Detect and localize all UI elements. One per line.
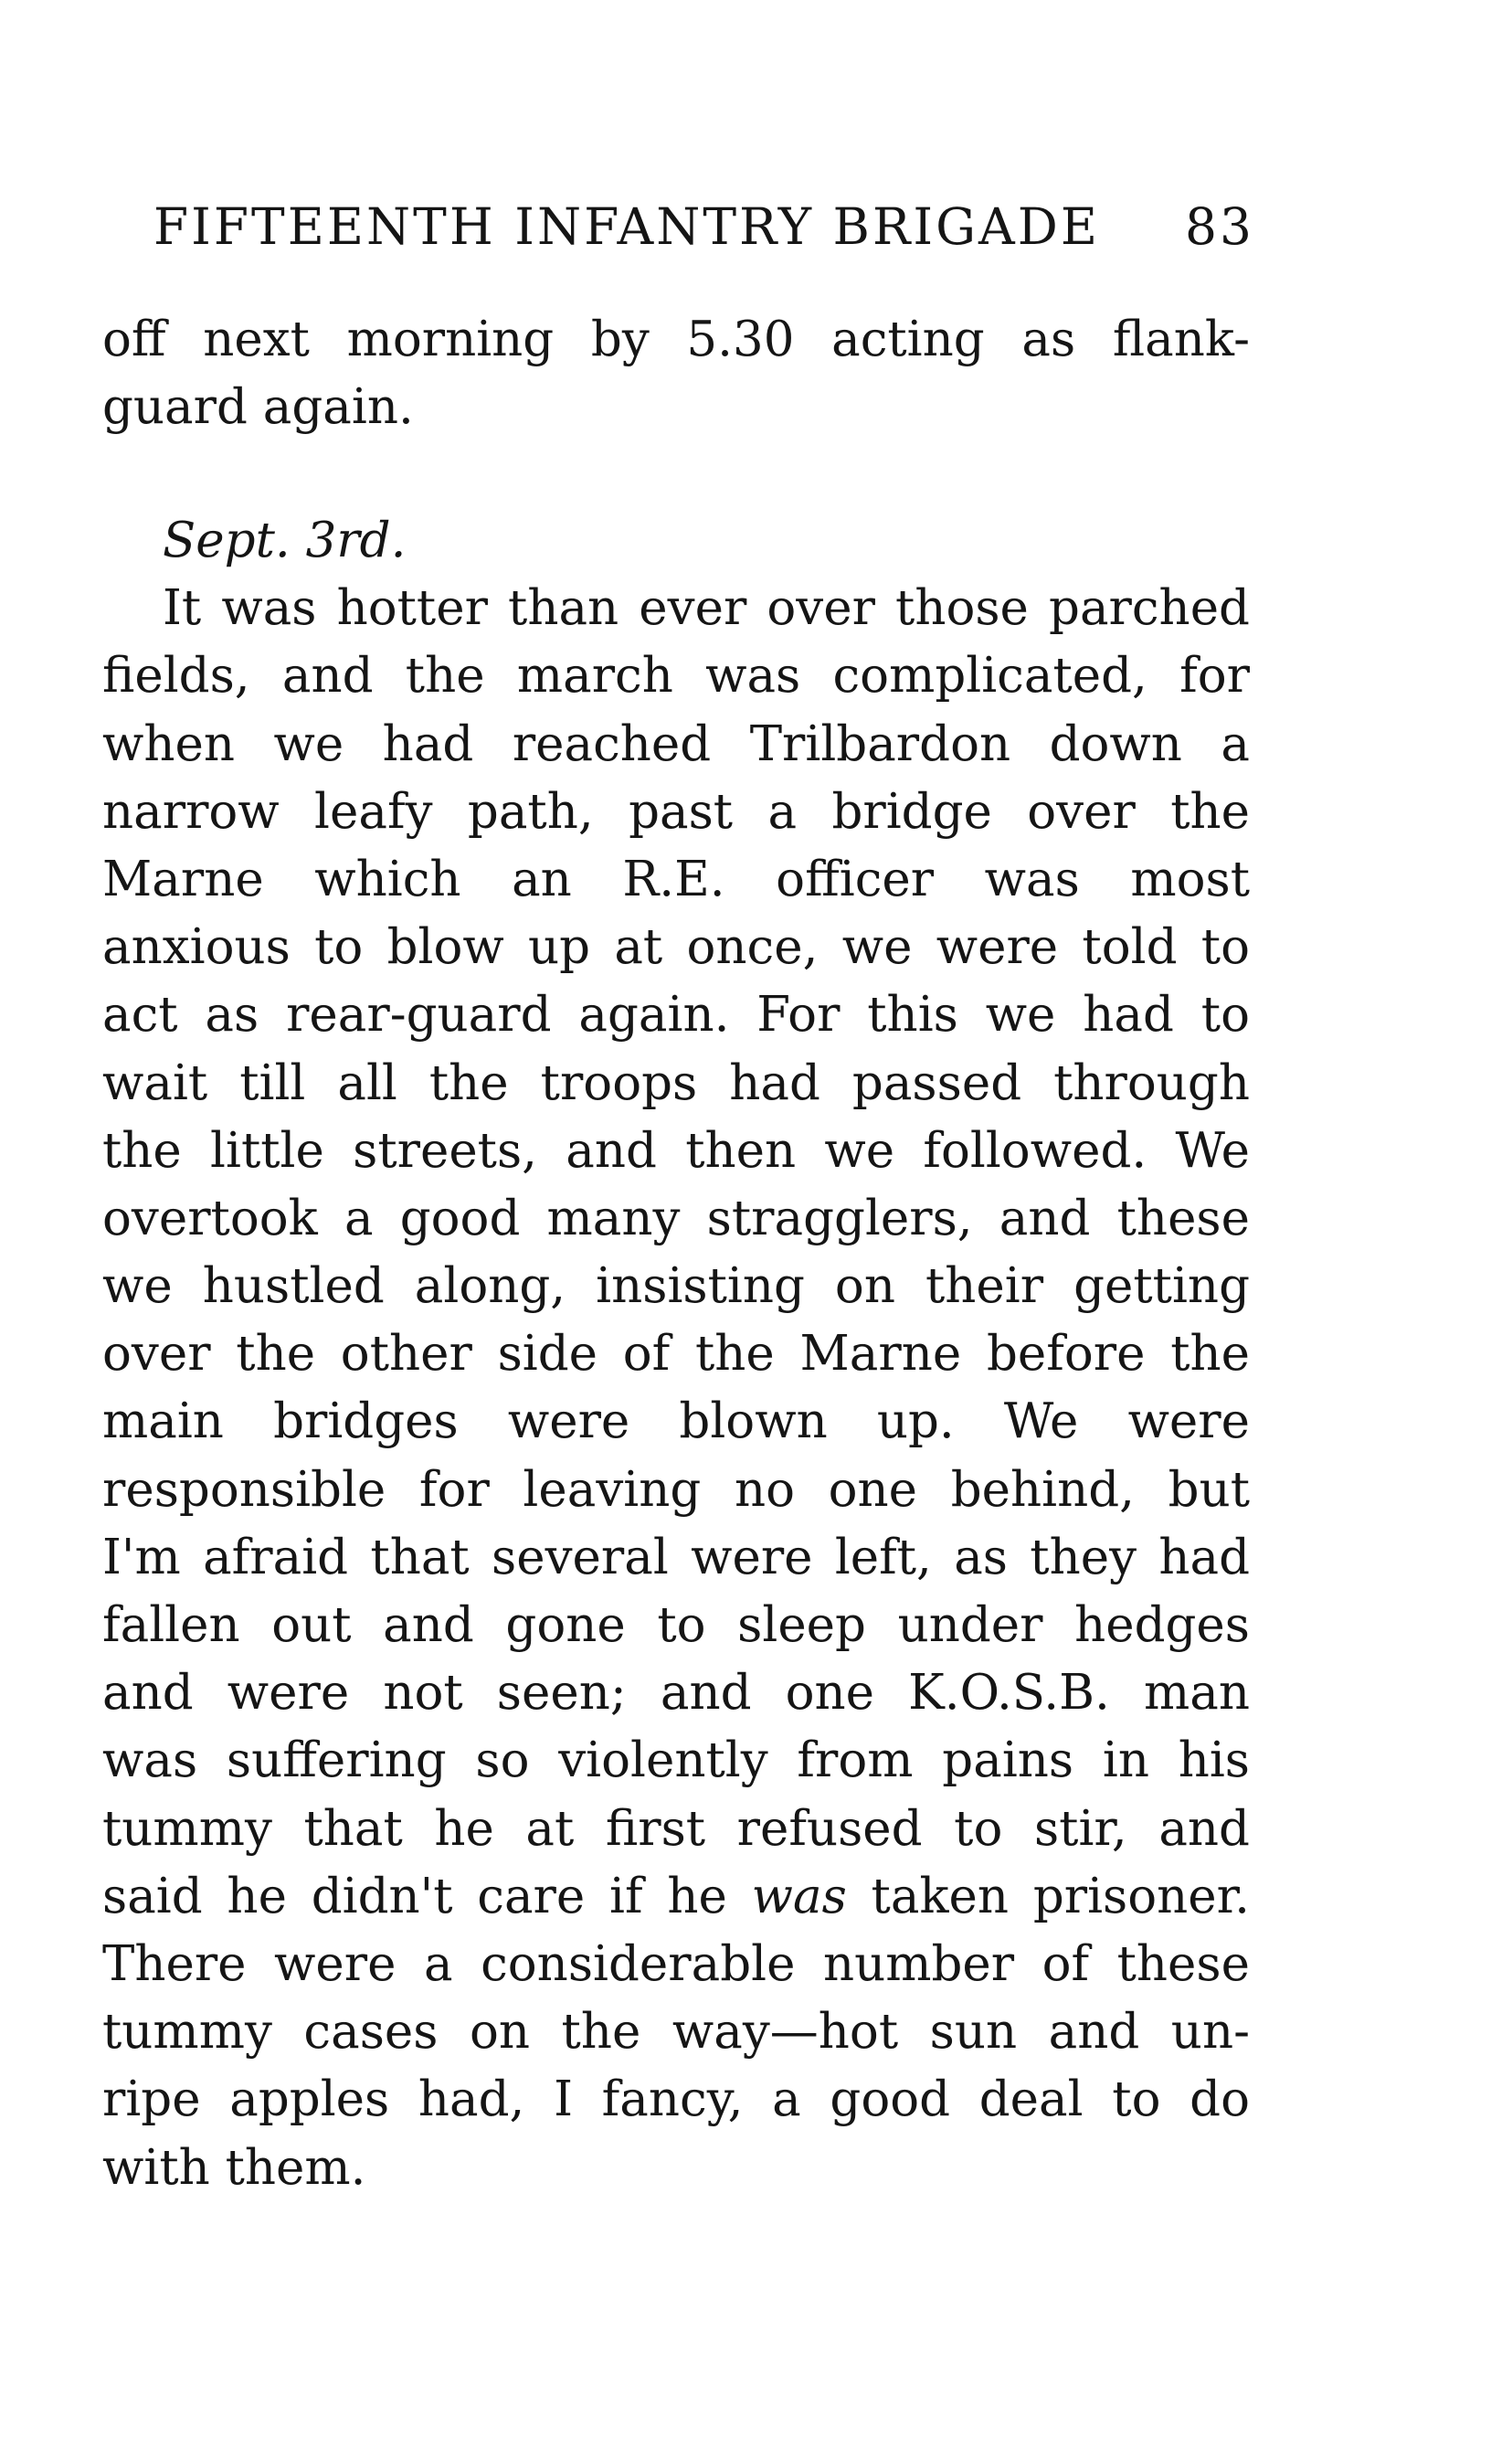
running-head-title: FIFTEENTH INFANTRY BRIGADE [153, 197, 1101, 256]
text-line: responsible for leaving no one behind, but [102, 1461, 1250, 1518]
entry-date: Sept. 3rd. [163, 513, 407, 568]
text-line: fields, and the march was complicated, for [102, 648, 1250, 705]
text-line: overtook a good many stragglers, and these [102, 1190, 1250, 1246]
text-line: I'm afraid that several were left, as they had [102, 1529, 1250, 1585]
text-line: narrow leafy path, past a bridge over the [102, 783, 1250, 840]
text-line: the little streets, and then we followed. We [102, 1122, 1250, 1179]
text-line: fallen out and gone to sleep under hedges [102, 1597, 1250, 1653]
text-segment: said he didn't care if he [102, 1868, 752, 1924]
diary-entry [102, 507, 1250, 2202]
text-line: ripe apples had, I fancy, a good deal to do [102, 2071, 1250, 2128]
text-line: guard again. [102, 379, 414, 436]
text-line: wait till all the troops had passed through [102, 1054, 1250, 1111]
text-line: It was hotter than ever over those parched [163, 580, 1250, 637]
text-line: over the other side of the Marne before the [102, 1326, 1250, 1383]
text-line: anxious to blow up at once, we were told to [102, 919, 1250, 976]
running-head [153, 190, 1254, 263]
continuation-paragraph [102, 306, 1250, 441]
text-line: we hustled along, insisting on their getting [102, 1258, 1250, 1315]
text-line: and were not seen; and one K.O.S.B. man [102, 1665, 1250, 1722]
text-line: act as rear-guard again. For this we had to [102, 987, 1250, 1044]
text-line: tummy that he at first refused to stir, and [102, 1800, 1250, 1857]
text-line: Marne which an R.E. officer was most [102, 851, 1250, 907]
text-line: There were a considerable number of these [102, 1935, 1250, 1992]
text-line: off next morning by 5.30 acting as flank- [102, 312, 1250, 367]
page-number: 83 [1185, 197, 1254, 256]
text-line: was suffering so violently from pains in his [102, 1732, 1250, 1789]
text-line: main bridges were blown up. We were [102, 1393, 1250, 1450]
text-line: when we had reached Trilbardon down a [102, 715, 1250, 772]
text-line-with-emphasis [102, 1863, 1250, 1931]
text-segment: taken prisoner. [846, 1868, 1250, 1924]
text-line: tummy cases on the way—hot sun and un- [102, 2004, 1250, 2061]
emphasis-word: was [751, 1868, 847, 1924]
text-line: with them. [102, 2139, 366, 2196]
